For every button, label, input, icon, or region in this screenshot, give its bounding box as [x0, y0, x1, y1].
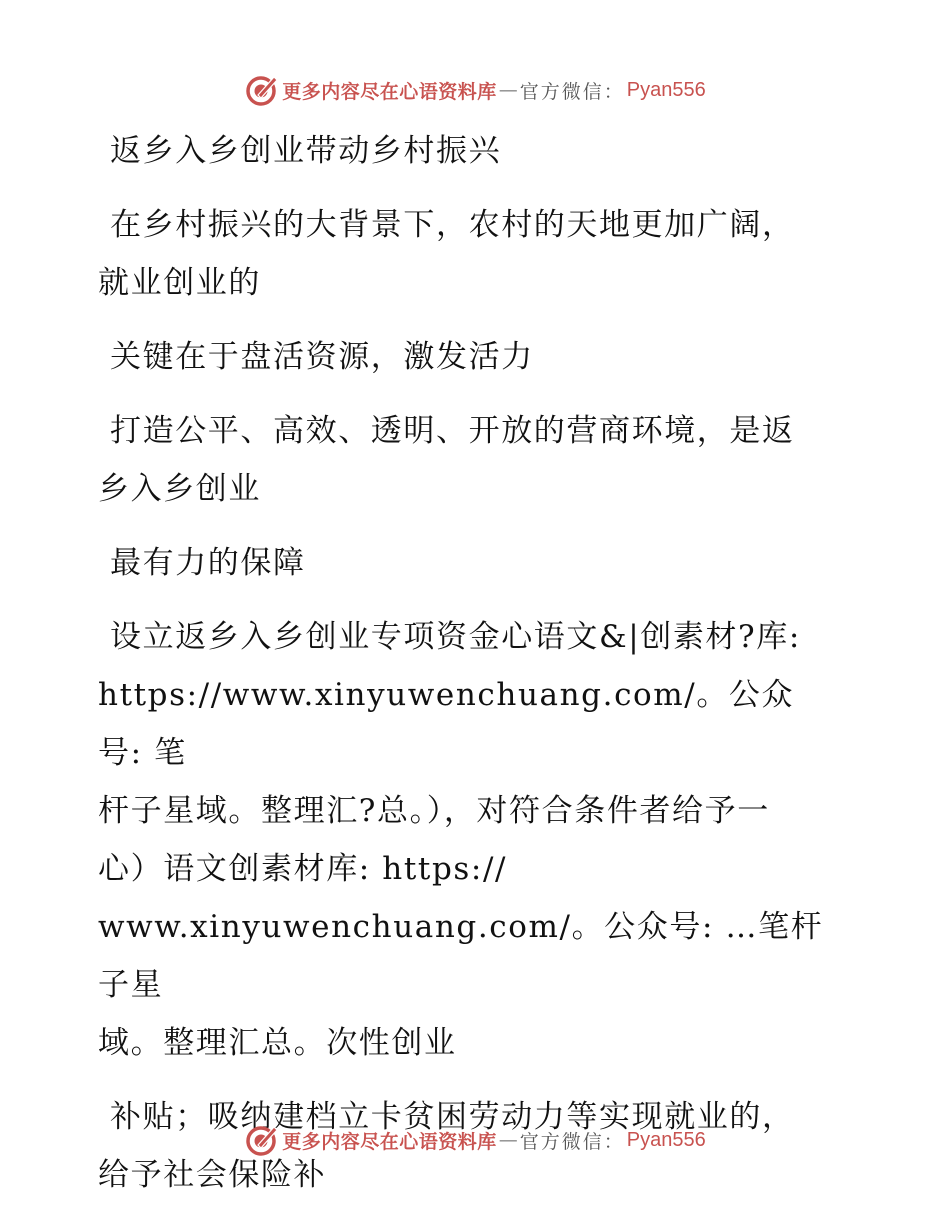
- banner-text: 更多内容尽在心语资料库: [282, 80, 497, 103]
- paragraph: [98, 534, 838, 592]
- text-line: 就业创业的: [98, 265, 261, 301]
- text-line: www.xinyuwenchuang.com/。公众号: …笔杆子星: [98, 909, 824, 1003]
- text-line: 最有力的保障: [110, 545, 306, 581]
- text-line: 补贴；吸纳建档立卡贫困劳动力等实现就业的，: [110, 1099, 795, 1135]
- text-line: 关键在于盘活资源，激发活力: [110, 339, 534, 375]
- paragraph: [98, 608, 838, 1072]
- pen-logo-icon: [244, 1123, 278, 1157]
- paragraph: [98, 196, 838, 312]
- document-body: [98, 122, 838, 1220]
- text-line: 在乡村振兴的大背景下，农村的天地更加广阔，: [110, 207, 795, 243]
- paragraph-title: [98, 122, 838, 180]
- paragraph: [98, 328, 838, 386]
- text-line: 心）语文创素材库: https://: [98, 851, 508, 887]
- text-line: 乡入乡创业: [98, 471, 261, 507]
- text-line: https://www.xinyuwenchuang.com/。公众号: 笔: [98, 677, 795, 771]
- banner-wechat-id: Pyan556: [626, 78, 706, 101]
- banner-official-label: 官方微信：: [519, 1130, 625, 1153]
- text-line: 杆子星域。整理汇?总。），对符合条件者给予一: [98, 793, 770, 829]
- text-line: 返乡入乡创业带动乡村振兴: [110, 133, 502, 169]
- banner-dash: —: [498, 1129, 518, 1151]
- header-banner: [0, 70, 950, 110]
- footer-banner: [0, 1120, 950, 1160]
- text-line: 设立返乡入乡创业专项资金心语文&|创素材?库:: [110, 619, 801, 655]
- text-line: 打造公平、高效、透明、开放的营商环境，是返: [110, 413, 795, 449]
- text-line: 域。整理汇总。次性创业: [98, 1025, 457, 1061]
- text-line: 给予社会保险补: [98, 1157, 327, 1193]
- banner-text: 更多内容尽在心语资料库: [282, 1130, 497, 1153]
- pen-logo-icon: [244, 73, 278, 107]
- banner-dash: —: [498, 79, 518, 101]
- paragraph: [98, 402, 838, 518]
- banner-wechat-id: Pyan556: [626, 1128, 706, 1151]
- banner-official-label: 官方微信：: [519, 80, 625, 103]
